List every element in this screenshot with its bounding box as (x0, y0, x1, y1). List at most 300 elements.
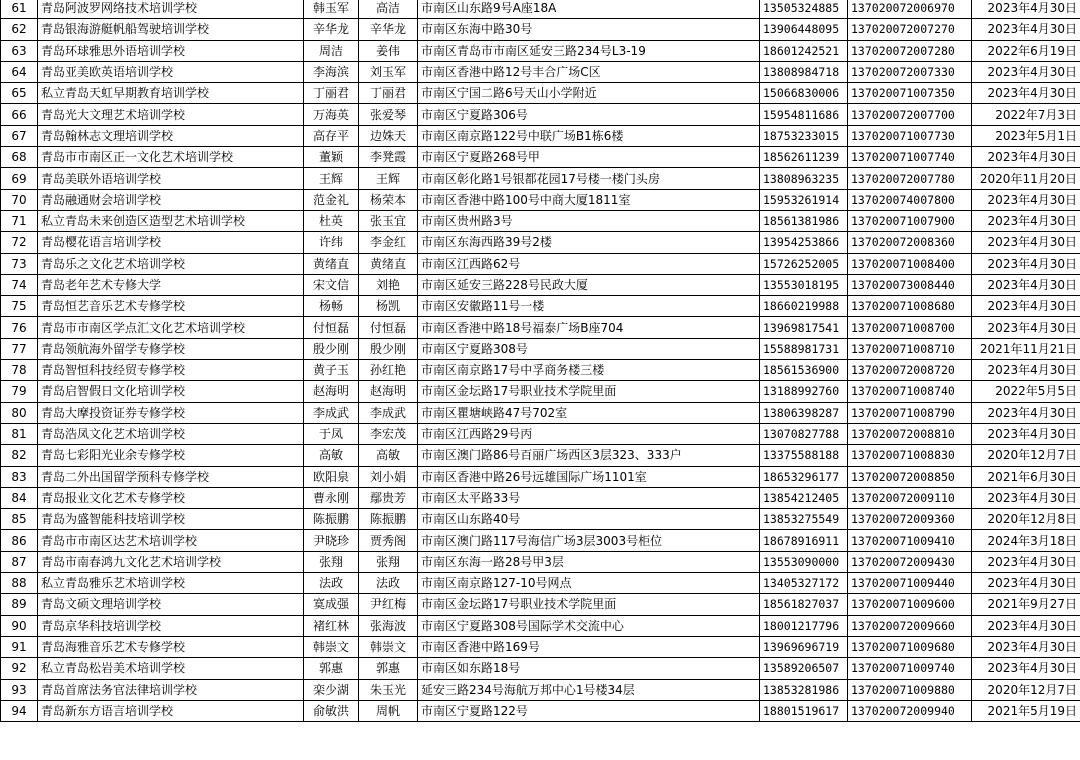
principal-name: 鄢贵芳 (359, 487, 418, 508)
school-address: 市南区山东路9号A座18A (418, 0, 760, 19)
row-number: 74 (1, 274, 38, 295)
school-address: 市南区江西路29号丙 (418, 423, 760, 444)
school-name: 青岛市市南区正一文化艺术培训学校 (38, 147, 304, 168)
school-name: 青岛首席法务官法律培训学校 (38, 679, 304, 700)
license-code: 137020071008400 (848, 253, 972, 274)
table-row (1, 83, 1080, 104)
principal-name: 辛华龙 (359, 19, 418, 40)
expiry-date: 2023年4月30日 (972, 402, 1080, 423)
license-code: 137020071009440 (848, 573, 972, 594)
school-name: 青岛智恒科技经贸专修学校 (38, 360, 304, 381)
principal-name: 郭惠 (359, 658, 418, 679)
principal-name: 朱玉光 (359, 679, 418, 700)
school-address: 市南区香港中路18号福泰广场B座704 (418, 317, 760, 338)
license-code: 137020072007330 (848, 61, 972, 82)
principal-name: 张玉宜 (359, 210, 418, 231)
contact-phone: 13589206507 (760, 658, 848, 679)
expiry-date: 2023年4月30日 (972, 61, 1080, 82)
school-address: 市南区太平路33号 (418, 487, 760, 508)
license-code: 137020072009660 (848, 615, 972, 636)
school-name: 青岛老年艺术专修大学 (38, 274, 304, 295)
legal-representative: 高敏 (304, 445, 359, 466)
principal-name: 刘艳 (359, 274, 418, 295)
school-address: 市南区香港中路12号丰合广场C区 (418, 61, 760, 82)
license-code: 137020071008710 (848, 338, 972, 359)
contact-phone: 18660219988 (760, 296, 848, 317)
legal-representative: 王辉 (304, 168, 359, 189)
school-address: 市南区彰化路1号银都花园17号楼一楼门头房 (418, 168, 760, 189)
school-name: 青岛浩凤文化艺术培训学校 (38, 423, 304, 444)
license-code: 137020071009600 (848, 594, 972, 615)
expiry-date: 2023年4月30日 (972, 232, 1080, 253)
school-name: 青岛环球雅思外语培训学校 (38, 40, 304, 61)
contact-phone: 18001217796 (760, 615, 848, 636)
school-name: 青岛融通财会培训学校 (38, 189, 304, 210)
principal-name: 杨荣本 (359, 189, 418, 210)
legal-representative: 宋文信 (304, 274, 359, 295)
row-number: 69 (1, 168, 38, 189)
license-code: 137020072007280 (848, 40, 972, 61)
license-code: 137020071009740 (848, 658, 972, 679)
principal-name: 韩崇文 (359, 636, 418, 657)
school-name: 青岛京华科技培训学校 (38, 615, 304, 636)
row-number: 75 (1, 296, 38, 317)
table-row (1, 317, 1080, 338)
expiry-date: 2023年4月30日 (972, 296, 1080, 317)
principal-name: 刘小娟 (359, 466, 418, 487)
license-code: 137020074007800 (848, 189, 972, 210)
row-number: 86 (1, 530, 38, 551)
table-row (1, 189, 1080, 210)
contact-phone: 18753233015 (760, 125, 848, 146)
expiry-date: 2021年5月19日 (972, 700, 1080, 721)
principal-name: 张翔 (359, 551, 418, 572)
legal-representative: 黄绪直 (304, 253, 359, 274)
contact-phone: 18562611239 (760, 147, 848, 168)
row-number: 76 (1, 317, 38, 338)
principal-name: 高敏 (359, 445, 418, 466)
row-number: 84 (1, 487, 38, 508)
contact-phone: 13808963235 (760, 168, 848, 189)
principal-name: 陈振鹏 (359, 509, 418, 530)
contact-phone: 13853275549 (760, 509, 848, 530)
principal-name: 李金红 (359, 232, 418, 253)
school-name: 青岛领航海外留学专修学校 (38, 338, 304, 359)
row-number: 70 (1, 189, 38, 210)
row-number: 64 (1, 61, 38, 82)
legal-representative: 韩玉军 (304, 0, 359, 19)
row-number: 67 (1, 125, 38, 146)
contact-phone: 18561536900 (760, 360, 848, 381)
legal-representative: 杜英 (304, 210, 359, 231)
contact-phone: 13906448095 (760, 19, 848, 40)
table-row (1, 402, 1080, 423)
license-code: 137020071007730 (848, 125, 972, 146)
school-address: 市南区东海中路30号 (418, 19, 760, 40)
legal-representative: 法政 (304, 573, 359, 594)
school-address: 市南区青岛市市南区延安三路234号L3-19 (418, 40, 760, 61)
principal-name: 刘玉军 (359, 61, 418, 82)
table-row (1, 104, 1080, 125)
principal-name: 付恒磊 (359, 317, 418, 338)
row-number: 71 (1, 210, 38, 231)
school-address: 市南区宁夏路306号 (418, 104, 760, 125)
principal-name: 尹红梅 (359, 594, 418, 615)
principal-name: 李宏茂 (359, 423, 418, 444)
school-name: 青岛为盛智能科技培训学校 (38, 509, 304, 530)
table-row (1, 381, 1080, 402)
license-code: 137020071008700 (848, 317, 972, 338)
school-name: 青岛市南春鸿九文化艺术培训学校 (38, 551, 304, 572)
school-name: 青岛美联外语培训学校 (38, 168, 304, 189)
school-name: 青岛乐之文化艺术培训学校 (38, 253, 304, 274)
contact-phone: 13070827788 (760, 423, 848, 444)
contact-phone: 18561381986 (760, 210, 848, 231)
contact-phone: 13853281986 (760, 679, 848, 700)
license-code: 137020072007780 (848, 168, 972, 189)
expiry-date: 2023年4月30日 (972, 636, 1080, 657)
license-code: 137020071007900 (848, 210, 972, 231)
contact-phone: 13969696719 (760, 636, 848, 657)
school-address: 市南区南京路17号中孚商务楼三楼 (418, 360, 760, 381)
table-row (1, 338, 1080, 359)
license-code: 137020072008360 (848, 232, 972, 253)
school-name: 青岛翰林志文理培训学校 (38, 125, 304, 146)
contact-phone: 15954811686 (760, 104, 848, 125)
school-name: 青岛亚美欧英语培训学校 (38, 61, 304, 82)
legal-representative: 范金礼 (304, 189, 359, 210)
license-code: 137020071008680 (848, 296, 972, 317)
legal-representative: 殷少刚 (304, 338, 359, 359)
row-number: 78 (1, 360, 38, 381)
expiry-date: 2021年11月21日 (972, 338, 1080, 359)
principal-name: 周帆 (359, 700, 418, 721)
row-number: 81 (1, 423, 38, 444)
contact-phone: 15588981731 (760, 338, 848, 359)
expiry-date: 2020年12月8日 (972, 509, 1080, 530)
school-address: 市南区澳门路86号百丽广场西区3层323、333户 (418, 445, 760, 466)
table-row (1, 573, 1080, 594)
contact-phone: 18653296177 (760, 466, 848, 487)
expiry-date: 2023年4月30日 (972, 274, 1080, 295)
expiry-date: 2023年4月30日 (972, 423, 1080, 444)
school-address: 市南区宁夏路268号甲 (418, 147, 760, 168)
row-number: 79 (1, 381, 38, 402)
contact-phone: 13969817541 (760, 317, 848, 338)
principal-name: 赵海明 (359, 381, 418, 402)
school-address: 市南区澳门路117号海信广场3层3003号柜位 (418, 530, 760, 551)
table-row (1, 296, 1080, 317)
principal-name: 李成武 (359, 402, 418, 423)
legal-representative: 寞成强 (304, 594, 359, 615)
expiry-date: 2023年4月30日 (972, 253, 1080, 274)
contact-phone: 15066830006 (760, 83, 848, 104)
school-name: 青岛光大文理艺术培训学校 (38, 104, 304, 125)
legal-representative: 李成武 (304, 402, 359, 423)
school-name: 私立青岛雅乐艺术培训学校 (38, 573, 304, 594)
contact-phone: 13854212405 (760, 487, 848, 508)
school-address: 市南区如东路18号 (418, 658, 760, 679)
legal-representative: 尹晓珍 (304, 530, 359, 551)
table-row (1, 615, 1080, 636)
principal-name: 张海波 (359, 615, 418, 636)
legal-representative: 陈振鹏 (304, 509, 359, 530)
school-address: 市南区宁夏路122号 (418, 700, 760, 721)
license-code: 137020071007740 (848, 147, 972, 168)
contact-phone: 18561827037 (760, 594, 848, 615)
license-code: 137020073008440 (848, 274, 972, 295)
license-code: 137020072008850 (848, 466, 972, 487)
table-row (1, 232, 1080, 253)
table-row (1, 360, 1080, 381)
legal-representative: 许纬 (304, 232, 359, 253)
principal-name: 边姝天 (359, 125, 418, 146)
contact-phone: 13188992760 (760, 381, 848, 402)
expiry-date: 2023年4月30日 (972, 360, 1080, 381)
license-code: 137020072009110 (848, 487, 972, 508)
contact-phone: 13808984718 (760, 61, 848, 82)
expiry-date: 2021年9月27日 (972, 594, 1080, 615)
license-code: 137020072007700 (848, 104, 972, 125)
contact-phone: 13405327172 (760, 573, 848, 594)
school-address: 市南区贵州路3号 (418, 210, 760, 231)
legal-representative: 俞敏洪 (304, 700, 359, 721)
expiry-date: 2024年3月18日 (972, 530, 1080, 551)
table-row (1, 445, 1080, 466)
principal-name: 高洁 (359, 0, 418, 19)
school-address: 市南区安徽路11号一楼 (418, 296, 760, 317)
license-code: 137020072008810 (848, 423, 972, 444)
table-row (1, 19, 1080, 40)
row-number: 77 (1, 338, 38, 359)
legal-representative: 高存平 (304, 125, 359, 146)
table-row (1, 168, 1080, 189)
row-number: 62 (1, 19, 38, 40)
school-name: 私立青岛未来创造区造型艺术培训学校 (38, 210, 304, 231)
contact-phone: 18601242521 (760, 40, 848, 61)
expiry-date: 2020年12月7日 (972, 679, 1080, 700)
table-row (1, 487, 1080, 508)
legal-representative: 黄子玉 (304, 360, 359, 381)
row-number: 87 (1, 551, 38, 572)
license-code: 137020071007350 (848, 83, 972, 104)
school-name: 青岛新东方语言培训学校 (38, 700, 304, 721)
table-row (1, 0, 1080, 19)
school-address: 市南区东海西路39号2楼 (418, 232, 760, 253)
legal-representative: 曹永刚 (304, 487, 359, 508)
row-number: 91 (1, 636, 38, 657)
row-number: 63 (1, 40, 38, 61)
school-address: 市南区宁国二路6号天山小学附近 (418, 83, 760, 104)
school-name: 私立青岛天虹早期教育培训学校 (38, 83, 304, 104)
school-name: 青岛报业文化艺术专修学校 (38, 487, 304, 508)
principal-name: 孙红艳 (359, 360, 418, 381)
license-code: 137020072007270 (848, 19, 972, 40)
expiry-date: 2023年4月30日 (972, 317, 1080, 338)
contact-phone: 13375588188 (760, 445, 848, 466)
principal-name: 姜伟 (359, 40, 418, 61)
school-address: 市南区香港中路169号 (418, 636, 760, 657)
school-name: 青岛樱花语言培训学校 (38, 232, 304, 253)
school-name: 私立青岛松岩美术培训学校 (38, 658, 304, 679)
table-row (1, 466, 1080, 487)
row-number: 68 (1, 147, 38, 168)
row-number: 88 (1, 573, 38, 594)
license-code: 137020071009410 (848, 530, 972, 551)
school-address: 市南区南京路127-10号网点 (418, 573, 760, 594)
row-number: 92 (1, 658, 38, 679)
legal-representative: 周洁 (304, 40, 359, 61)
license-code: 137020072009430 (848, 551, 972, 572)
school-name: 青岛七彩阳光业余专修学校 (38, 445, 304, 466)
expiry-date: 2023年5月1日 (972, 125, 1080, 146)
table-body (1, 0, 1080, 722)
principal-name: 丁丽君 (359, 83, 418, 104)
school-address: 市南区南京路122号中联广场B1栋6楼 (418, 125, 760, 146)
legal-representative: 栾少湖 (304, 679, 359, 700)
expiry-date: 2022年5月5日 (972, 381, 1080, 402)
legal-representative: 丁丽君 (304, 83, 359, 104)
license-code: 137020072008720 (848, 360, 972, 381)
school-address: 市南区香港中路100号中商大厦1811室 (418, 189, 760, 210)
contact-phone: 13954253866 (760, 232, 848, 253)
school-address: 延安三路234号海航万邦中心1号楼34层 (418, 679, 760, 700)
table-row (1, 253, 1080, 274)
expiry-date: 2020年11月20日 (972, 168, 1080, 189)
school-name: 青岛阿波罗网络技术培训学校 (38, 0, 304, 19)
expiry-date: 2023年4月30日 (972, 551, 1080, 572)
school-address: 市南区江西路62号 (418, 253, 760, 274)
table-row (1, 700, 1080, 721)
contact-phone: 18678916911 (760, 530, 848, 551)
school-name: 青岛启智假日文化培训学校 (38, 381, 304, 402)
table-row (1, 210, 1080, 231)
contact-phone: 13553090000 (760, 551, 848, 572)
school-address: 市南区金坛路17号职业技术学院里面 (418, 381, 760, 402)
school-name: 青岛恒艺音乐艺术专修学校 (38, 296, 304, 317)
contact-phone: 13505324885 (760, 0, 848, 19)
expiry-date: 2023年4月30日 (972, 573, 1080, 594)
school-name: 青岛文硕文理培训学校 (38, 594, 304, 615)
school-address: 市南区瞿塘峡路47号702室 (418, 402, 760, 423)
row-number: 89 (1, 594, 38, 615)
table-row (1, 423, 1080, 444)
expiry-date: 2023年4月30日 (972, 658, 1080, 679)
table-row (1, 551, 1080, 572)
principal-name: 张爱琴 (359, 104, 418, 125)
expiry-date: 2020年12月7日 (972, 445, 1080, 466)
legal-representative: 董颖 (304, 147, 359, 168)
school-address: 市南区东海一路28号甲3层 (418, 551, 760, 572)
expiry-date: 2022年7月3日 (972, 104, 1080, 125)
row-number: 80 (1, 402, 38, 423)
row-number: 85 (1, 509, 38, 530)
expiry-date: 2021年6月30日 (972, 466, 1080, 487)
school-address: 市南区宁夏路308号国际学术交流中心 (418, 615, 760, 636)
expiry-date: 2023年4月30日 (972, 0, 1080, 19)
expiry-date: 2023年4月30日 (972, 189, 1080, 210)
expiry-date: 2023年4月30日 (972, 487, 1080, 508)
school-name: 青岛市市南区学点汇文化艺术培训学校 (38, 317, 304, 338)
table-row (1, 594, 1080, 615)
principal-name: 贾秀阁 (359, 530, 418, 551)
table-row (1, 679, 1080, 700)
table-row (1, 147, 1080, 168)
row-number: 65 (1, 83, 38, 104)
contact-phone: 15953261914 (760, 189, 848, 210)
school-address: 市南区宁夏路308号 (418, 338, 760, 359)
table-row (1, 40, 1080, 61)
contact-phone: 15726252005 (760, 253, 848, 274)
row-number: 73 (1, 253, 38, 274)
school-name: 青岛银海游艇帆船驾驶培训学校 (38, 19, 304, 40)
license-code: 137020071008740 (848, 381, 972, 402)
row-number: 93 (1, 679, 38, 700)
legal-representative: 于凤 (304, 423, 359, 444)
legal-representative: 褚红林 (304, 615, 359, 636)
legal-representative: 万海英 (304, 104, 359, 125)
row-number: 94 (1, 700, 38, 721)
table-row (1, 636, 1080, 657)
table-row (1, 125, 1080, 146)
table-row (1, 509, 1080, 530)
table-row (1, 658, 1080, 679)
principal-name: 杨凯 (359, 296, 418, 317)
school-address: 市南区山东路40号 (418, 509, 760, 530)
expiry-date: 2023年4月30日 (972, 615, 1080, 636)
school-name: 青岛大摩投资证券专修学校 (38, 402, 304, 423)
principal-name: 黄绪直 (359, 253, 418, 274)
expiry-date: 2023年4月30日 (972, 210, 1080, 231)
principal-name: 王辉 (359, 168, 418, 189)
contact-phone: 13806398287 (760, 402, 848, 423)
legal-representative: 韩崇文 (304, 636, 359, 657)
principal-name: 李凳霞 (359, 147, 418, 168)
expiry-date: 2023年4月30日 (972, 19, 1080, 40)
school-name: 青岛市市南区达艺术培训学校 (38, 530, 304, 551)
expiry-date: 2023年4月30日 (972, 83, 1080, 104)
legal-representative: 李海滨 (304, 61, 359, 82)
license-code: 137020072006970 (848, 0, 972, 19)
license-code: 137020071009680 (848, 636, 972, 657)
principal-name: 殷少刚 (359, 338, 418, 359)
contact-phone: 18801519617 (760, 700, 848, 721)
legal-representative: 赵海明 (304, 381, 359, 402)
row-number: 90 (1, 615, 38, 636)
school-address: 市南区金坛路17号职业技术学院里面 (418, 594, 760, 615)
row-number: 61 (1, 0, 38, 19)
row-number: 66 (1, 104, 38, 125)
license-code: 137020072009940 (848, 700, 972, 721)
school-address: 市南区延安三路228号民政大厦 (418, 274, 760, 295)
legal-representative: 郭惠 (304, 658, 359, 679)
row-number: 82 (1, 445, 38, 466)
table-row (1, 274, 1080, 295)
school-name: 青岛二外出国留学预科专修学校 (38, 466, 304, 487)
school-name: 青岛海雅音乐艺术专修学校 (38, 636, 304, 657)
legal-representative: 欧阳泉 (304, 466, 359, 487)
license-code: 137020072009360 (848, 509, 972, 530)
expiry-date: 2023年4月30日 (972, 147, 1080, 168)
legal-representative: 辛华龙 (304, 19, 359, 40)
table-row (1, 530, 1080, 551)
table-row (1, 61, 1080, 82)
license-code: 137020071008830 (848, 445, 972, 466)
row-number: 83 (1, 466, 38, 487)
principal-name: 法政 (359, 573, 418, 594)
row-number: 72 (1, 232, 38, 253)
license-code: 137020071008790 (848, 402, 972, 423)
